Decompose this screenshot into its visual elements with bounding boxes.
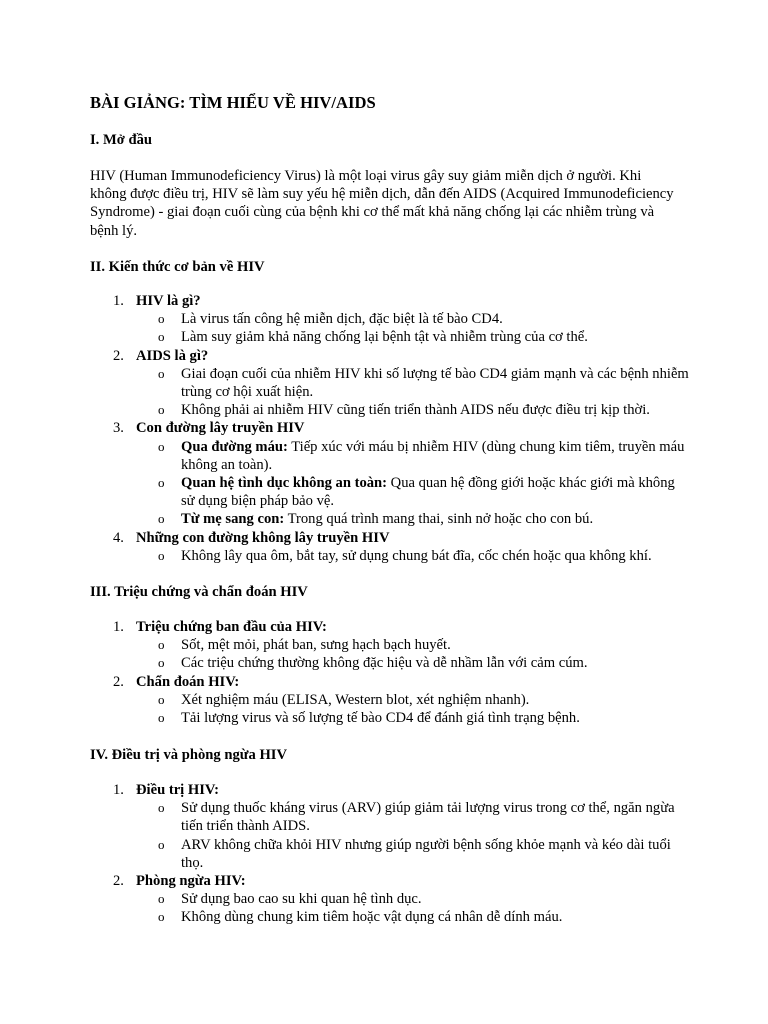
list-item-title: Chẩn đoán HIV: [136, 673, 240, 690]
treatment-list [90, 781, 690, 927]
list-number: 2. [113, 673, 124, 690]
sub-item-lead: Từ mẹ sang con: [181, 511, 285, 528]
bullet-marker: o [158, 800, 165, 816]
section-heading-symptoms: III. Triệu chứng và chẩn đoán HIV [90, 584, 308, 600]
sub-item-text: Xét nghiệm máu (ELISA, Western blot, xét nghiệm nhanh). [181, 691, 530, 708]
sub-bullet-item [90, 890, 690, 908]
bullet-marker: o [158, 511, 165, 527]
list-item [90, 529, 690, 547]
bullet-marker: o [158, 909, 165, 925]
list-item [90, 781, 690, 799]
bullet-marker: o [158, 329, 165, 345]
section-heading-intro: I. Mở đầu [90, 132, 153, 148]
sub-item-text: Tiếp xúc với máu bị nhiễm HIV (dùng chung kim tiêm, truyền máu không an toàn). [181, 438, 685, 473]
sub-bullet-item [90, 908, 690, 926]
sub-item-text: Qua quan hệ đồng giới hoặc khác giới mà không sử dụng biện pháp bảo vệ. [181, 475, 675, 510]
sub-item-text: Các triệu chứng thường không đặc hiệu và dễ nhầm lẫn với cảm cúm. [181, 655, 588, 672]
sub-bullet-item [90, 510, 690, 528]
sub-bullet-item [90, 836, 690, 872]
bullet-marker: o [158, 547, 165, 563]
bullet-marker: o [158, 691, 165, 707]
bullet-marker: o [158, 891, 165, 907]
intro-paragraph: HIV (Human Immunodeficiency Virus) là một loại virus gây suy giảm miễn dịch ở người. Khi không được điều trị, HIV sẽ làm suy yếu hệ miễn dịch, dẫn đến AIDS (Acquired Immunodeficiency Syndrome) - giai đoạn cuối cùng của bệnh khi cơ thể mất khả năng chống lại các nhiễm trùng và bệnh lý. [90, 168, 674, 239]
list-item-title: Con đường lây truyền HIV [136, 420, 305, 437]
list-item [90, 673, 690, 691]
bullet-marker: o [158, 655, 165, 671]
list-number: 1. [113, 782, 124, 798]
sub-item-text: Tải lượng virus và số lượng tế bào CD4 để đánh giá tình trạng bệnh. [181, 710, 580, 727]
document-title: BÀI GIẢNG: TÌM HIỂU VỀ HIV/AIDS [90, 93, 376, 112]
sub-bullet-item [90, 310, 690, 328]
list-item-title: Những con đường không lây truyền HIV [136, 529, 390, 546]
section-heading-basics: II. Kiến thức cơ bản về HIV [90, 259, 265, 275]
list-item-title: HIV là gì? [136, 293, 201, 309]
sub-item-text: Sử dụng bao cao su khi quan hệ tình dục. [181, 891, 422, 908]
bullet-marker: o [158, 402, 165, 418]
sub-item-lead: Qua đường máu: [181, 438, 288, 455]
bullet-marker: o [158, 311, 165, 327]
sub-bullet-item [90, 654, 690, 672]
list-number: 4. [113, 529, 124, 546]
sub-bullet-item [90, 328, 690, 346]
sub-bullet-item [90, 401, 690, 419]
sub-bullet-item [90, 474, 690, 510]
sub-item-lead: Quan hệ tình dục không an toàn: [181, 475, 388, 492]
list-number: 2. [113, 347, 124, 364]
list-item-title: Điều trị HIV: [136, 782, 219, 798]
bullet-marker: o [158, 637, 165, 653]
list-item-title: Triệu chứng ban đầu của HIV: [136, 619, 327, 635]
list-number: 1. [113, 619, 124, 635]
sub-item-text: Giai đoạn cuối của nhiễm HIV khi số lượng tế bào CD4 giảm mạnh và các bệnh nhiễm trùng cơ hội xuất hiện. [181, 365, 689, 401]
sub-item-text: Trong quá trình mang thai, sinh nở hoặc cho con bú. [284, 511, 594, 528]
sub-bullet-item [90, 636, 690, 654]
bullet-marker: o [158, 365, 165, 381]
sub-item-text: Sốt, mệt mỏi, phát ban, sưng hạch bạch huyết. [181, 637, 451, 654]
bullet-marker: o [158, 836, 165, 852]
sub-item-text: Là virus tấn công hệ miễn dịch, đặc biệt là tế bào CD4. [181, 311, 503, 328]
sub-item-text: Sử dụng thuốc kháng virus (ARV) giúp giảm tải lượng virus trong cơ thể, ngăn ngừa tiến triển thành AIDS. [181, 800, 675, 835]
list-item [90, 618, 690, 636]
list-number: 3. [113, 420, 124, 437]
list-number: 2. [113, 873, 124, 890]
sub-item-text: Không dùng chung kim tiêm hoặc vật dụng cá nhân dễ dính máu. [181, 909, 563, 926]
sub-item-text: ARV không chữa khỏi HIV nhưng giúp người bệnh sống khỏe mạnh và kéo dài tuổi thọ. [181, 836, 671, 871]
symptoms-list [90, 618, 690, 727]
list-item-title: Phòng ngừa HIV: [136, 873, 246, 890]
sub-bullet-item [90, 709, 690, 727]
list-item-title: AIDS là gì? [136, 347, 209, 364]
section-heading-treatment: IV. Điều trị và phòng ngừa HIV [90, 747, 288, 763]
bullet-marker: o [158, 475, 165, 491]
sub-bullet-item [90, 547, 690, 565]
list-number: 1. [113, 293, 124, 309]
sub-item-text: Không lây qua ôm, bắt tay, sử dụng chung bát đĩa, cốc chén hoặc qua không khí. [181, 547, 652, 564]
sub-bullet-item [90, 691, 690, 709]
sub-bullet-item [90, 438, 690, 474]
list-item [90, 292, 690, 310]
list-item [90, 872, 690, 890]
basics-list [90, 292, 690, 565]
sub-item-text: Không phải ai nhiễm HIV cũng tiến triển thành AIDS nếu được điều trị kịp thời. [181, 402, 650, 419]
list-item [90, 419, 690, 437]
list-item [90, 347, 690, 365]
sub-bullet-item [90, 799, 690, 835]
sub-bullet-item [90, 365, 690, 401]
sub-item-text: Làm suy giảm khả năng chống lại bệnh tật và nhiễm trùng của cơ thể. [181, 329, 588, 346]
bullet-marker: o [158, 438, 165, 454]
bullet-marker: o [158, 710, 165, 726]
